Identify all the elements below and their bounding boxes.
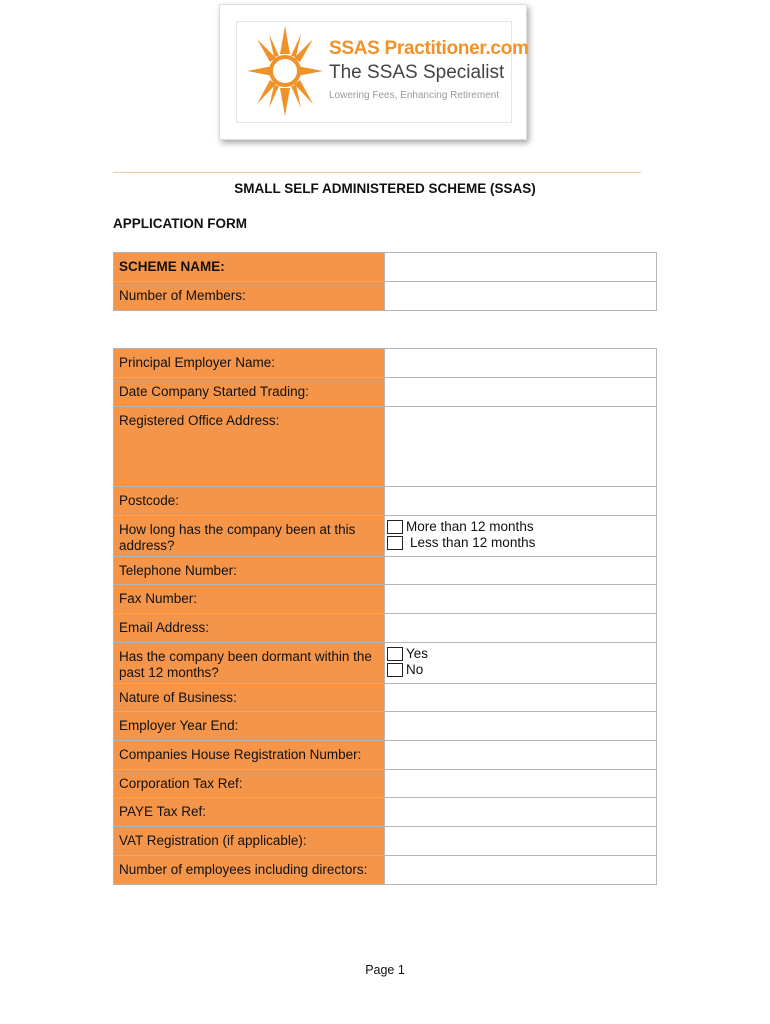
- nature-of-business-label: Nature of Business:: [114, 684, 385, 712]
- table-row: [114, 684, 657, 712]
- address-duration-label: How long has the company been at this address?: [114, 516, 385, 557]
- table-row: [114, 770, 657, 798]
- table-row: [114, 487, 657, 516]
- address-duration-options: [385, 516, 657, 557]
- dormant-label: Has the company been dormant within the past 12 months?: [114, 643, 385, 684]
- checkbox[interactable]: [387, 536, 403, 550]
- logo-tagline: Lowering Fees, Enhancing Retirement: [329, 90, 500, 101]
- table-row: [114, 253, 657, 282]
- telephone-field[interactable]: [385, 557, 657, 585]
- logo-subtitle: The SSAS Specialist: [329, 62, 505, 83]
- fax-field[interactable]: [385, 585, 657, 614]
- employer-table: [113, 348, 657, 885]
- email-field[interactable]: [385, 614, 657, 643]
- scheme-name-field[interactable]: [385, 253, 657, 282]
- table-row: [114, 407, 657, 487]
- dormant-options: [385, 643, 657, 684]
- table-row: [114, 614, 657, 643]
- header-divider: [113, 172, 641, 173]
- trading-date-field[interactable]: [385, 378, 657, 407]
- checkbox[interactable]: [387, 520, 403, 534]
- trading-date-label: Date Company Started Trading:: [114, 378, 385, 407]
- nature-of-business-field[interactable]: [385, 684, 657, 712]
- table-row: [114, 856, 657, 885]
- companies-house-label: Companies House Registration Number:: [114, 741, 385, 770]
- table-row: [114, 516, 657, 557]
- form-heading: APPLICATION FORM: [113, 216, 247, 231]
- corporation-tax-field[interactable]: [385, 770, 657, 798]
- employees-field[interactable]: [385, 856, 657, 885]
- scheme-table: [113, 252, 657, 311]
- checkbox[interactable]: [387, 647, 403, 661]
- fax-label: Fax Number:: [114, 585, 385, 614]
- table-row: [114, 557, 657, 585]
- option-label: Yes: [406, 646, 429, 661]
- option-label: More than 12 months: [406, 519, 534, 534]
- page-number: Page 1: [365, 963, 405, 977]
- option-no[interactable]: [387, 662, 651, 678]
- office-address-field[interactable]: [385, 407, 657, 487]
- paye-field[interactable]: [385, 798, 657, 827]
- table-row: [114, 827, 657, 856]
- option-label: No: [406, 662, 424, 677]
- employer-name-label: Principal Employer Name:: [114, 349, 385, 378]
- corporation-tax-label: Corporation Tax Ref:: [114, 770, 385, 798]
- employer-name-field[interactable]: [385, 349, 657, 378]
- vat-label: VAT Registration (if applicable):: [114, 827, 385, 856]
- table-row: [114, 712, 657, 741]
- table-row: [114, 585, 657, 614]
- vat-field[interactable]: [385, 827, 657, 856]
- paye-label: PAYE Tax Ref:: [114, 798, 385, 827]
- telephone-label: Telephone Number:: [114, 557, 385, 585]
- email-label: Email Address:: [114, 614, 385, 643]
- table-row: [114, 741, 657, 770]
- table-row: [114, 349, 657, 378]
- option-yes[interactable]: [387, 646, 651, 662]
- logo: [236, 21, 529, 123]
- table-row: [114, 282, 657, 311]
- companies-house-field[interactable]: [385, 741, 657, 770]
- employees-label: Number of employees including directors:: [114, 856, 385, 885]
- table-row: [114, 378, 657, 407]
- option-label: Less than 12 months: [410, 535, 536, 550]
- office-address-label: Registered Office Address:: [114, 407, 385, 487]
- postcode-field[interactable]: [385, 487, 657, 516]
- table-row: [114, 643, 657, 684]
- members-label: Number of Members:: [114, 282, 385, 311]
- members-field[interactable]: [385, 282, 657, 311]
- table-row: [114, 798, 657, 827]
- sun-compass-icon: [245, 24, 325, 118]
- document-title: SMALL SELF ADMINISTERED SCHEME (SSAS): [234, 181, 536, 196]
- postcode-label: Postcode:: [114, 487, 385, 516]
- logo-frame: [219, 4, 527, 140]
- logo-title: SSAS Practitioner.com: [329, 38, 529, 59]
- checkbox[interactable]: [387, 663, 403, 677]
- option-less-than-12-months[interactable]: [387, 535, 651, 551]
- year-end-field[interactable]: [385, 712, 657, 741]
- option-more-than-12-months[interactable]: [387, 519, 651, 535]
- year-end-label: Employer Year End:: [114, 712, 385, 741]
- scheme-name-label: SCHEME NAME:: [114, 253, 385, 282]
